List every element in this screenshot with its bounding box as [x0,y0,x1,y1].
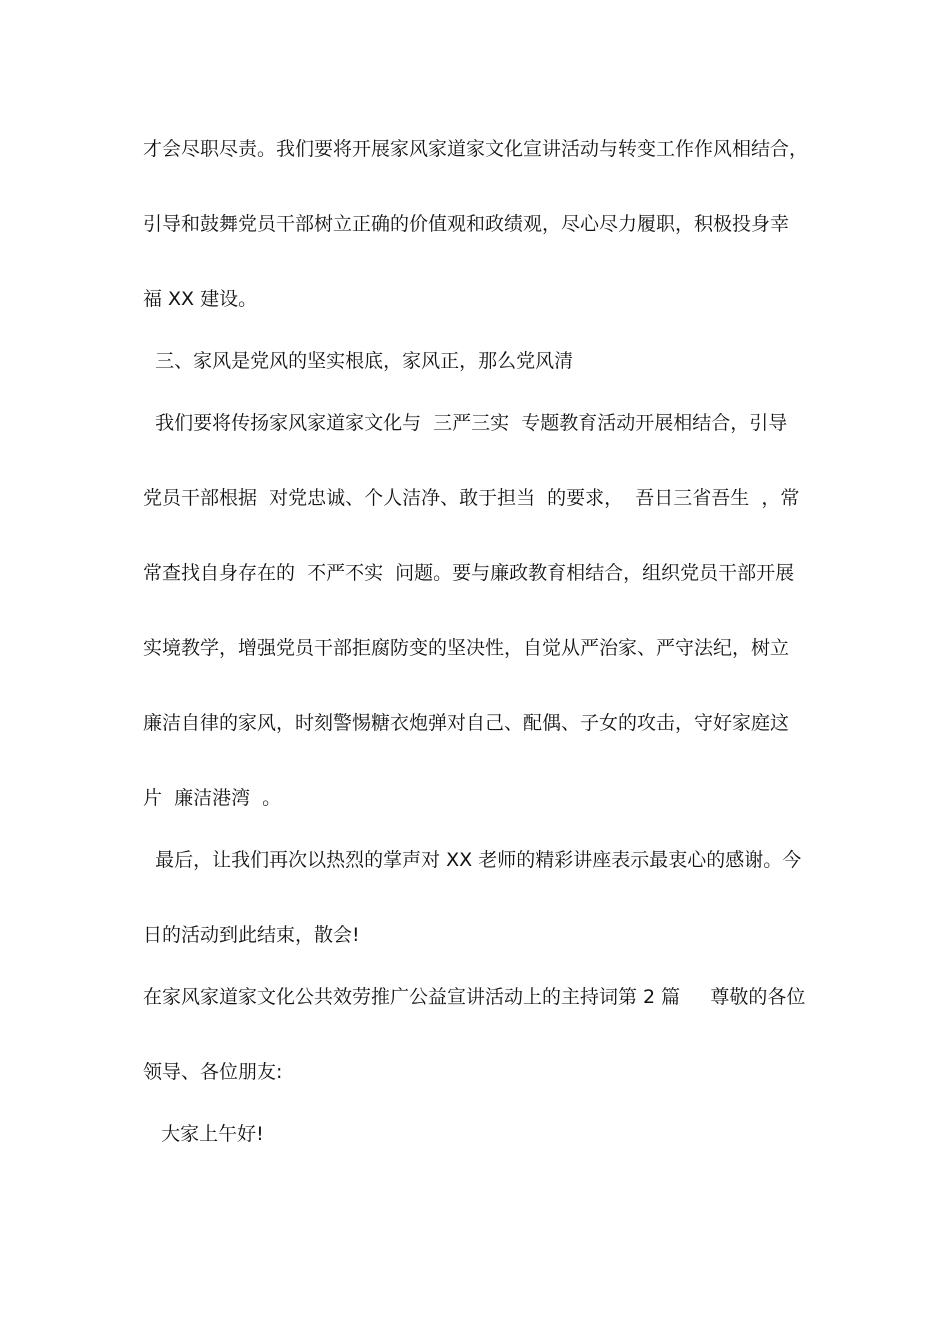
text-line: 廉洁自律的家风，时刻警惕糖衣炮弹对自己、配偶、子女的攻击，守好家庭这 [143,712,790,734]
text-line: 才会尽职尽责。我们要将开展家风家道家文化宣讲活动与转变工作作风相结合， [143,138,809,160]
text-line: 日的活动到此结束，散会! [143,924,360,946]
text-line: 最后，让我们再次以热烈的掌声对 XX 老师的精彩讲座表示最衷心的感谢。今 [143,849,802,871]
text-line: 福 XX 建设。 [143,288,258,310]
text-line: 领导、各位朋友: [143,1061,283,1083]
text-line: 我们要将传扬家风家道家文化与 三严三实 专题教育活动开展相结合，引导 [143,412,788,434]
section-heading: 三、家风是党风的坚实根底，家风正，那么党风清 [143,350,574,372]
greeting-line: 大家上午好! [143,1123,264,1145]
text-line: 引导和鼓舞党员干部树立正确的价值观和政绩观，尽心尽力履职，积极投身幸 [143,213,790,235]
text-line: 常查找自身存在的 不严不实 问题。要与廉政教育相结合，组织党员干部开展 [143,562,795,584]
text-line: 实境教学，增强党员干部拒腐防变的坚决性，自觉从严治家、严守法纪，树立 [143,637,790,659]
text-line: 片 廉洁港湾 。 [143,787,282,809]
text-line: 党员干部根据 对党忠诚、个人洁净、敢于担当 的要求， 吾日三省吾生 ，常 [143,487,800,509]
text-line: 在家风家道家文化公共效劳推广公益宣讲活动上的主持词第 2 篇 尊敬的各位 [143,986,806,1008]
